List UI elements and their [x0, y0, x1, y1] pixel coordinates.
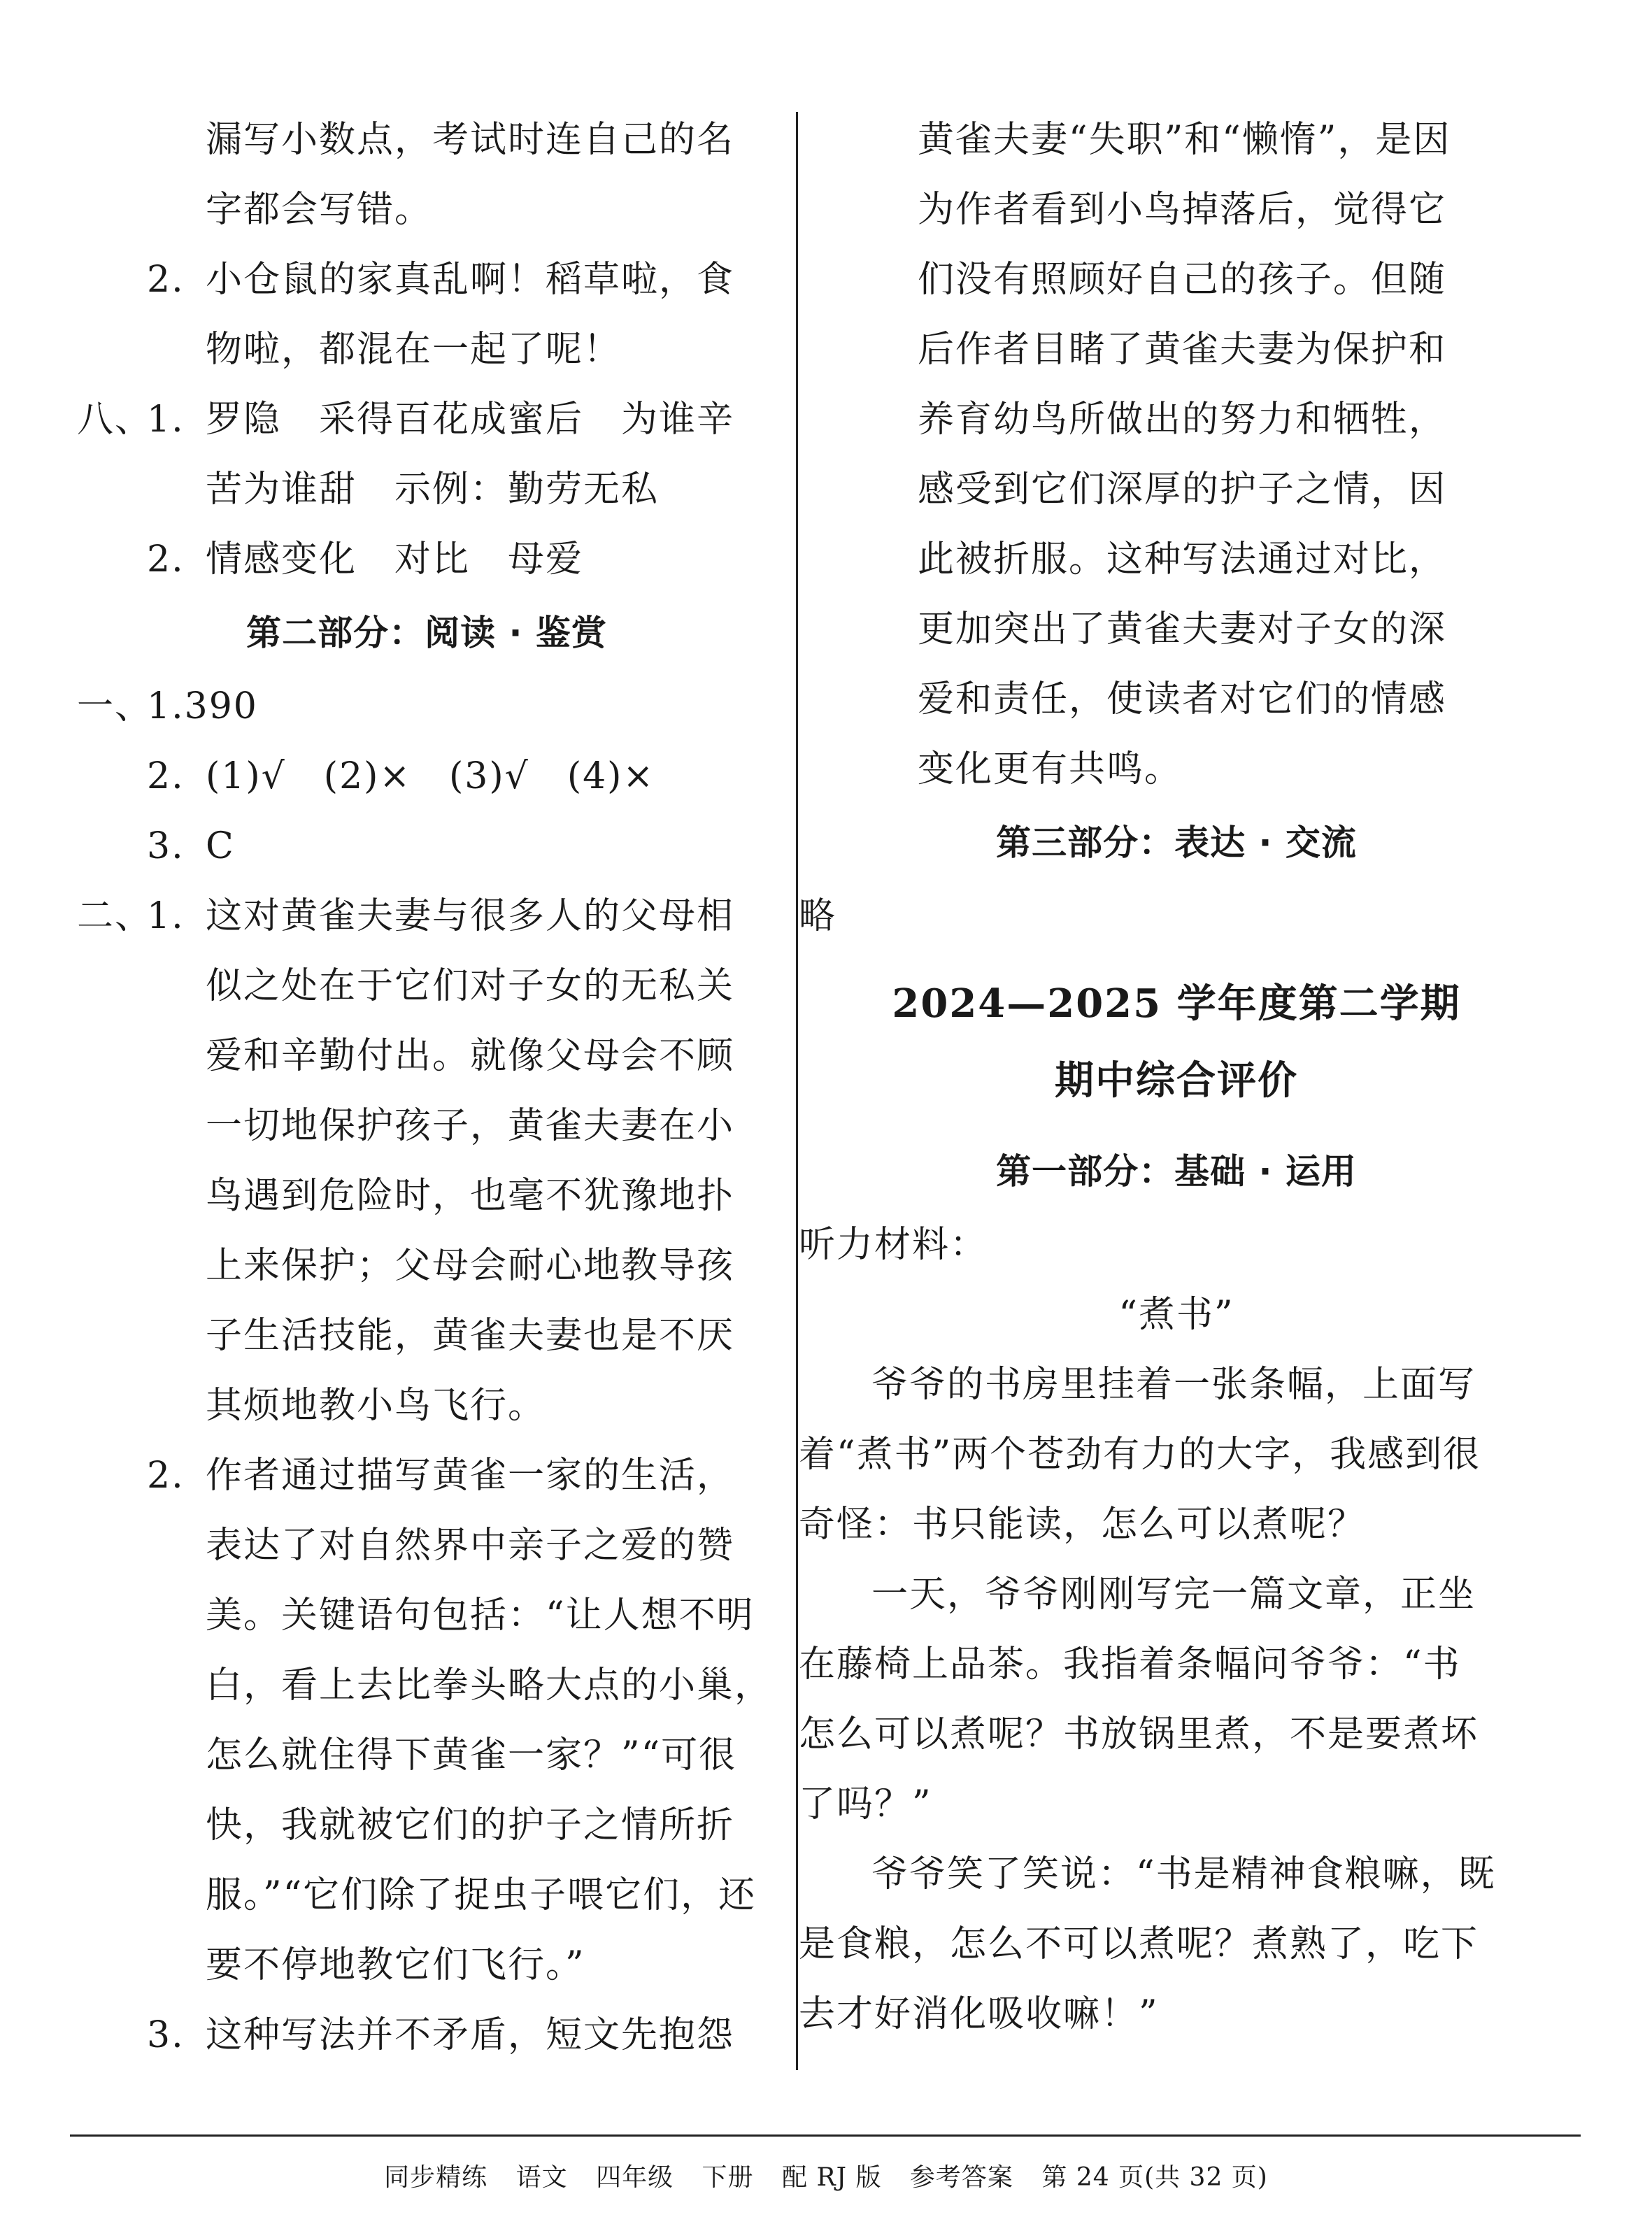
answer-item	[77, 881, 776, 951]
text-line: 情感变化 对比 母爱	[206, 539, 584, 580]
item-number: 2.	[147, 259, 185, 301]
text-line: 这对黄雀夫妻与很多人的父母相	[206, 895, 735, 937]
text-line: 是食粮，怎么不可以煮呢？煮熟了，吃下	[799, 1923, 1479, 1965]
text-line: 着“煮书”两个苍劲有力的大字，我感到很	[799, 1434, 1481, 1476]
text-line: (1)√ (2)× (3)√ (4)×	[206, 755, 655, 797]
text-line: 子生活技能，黄雀夫妻也是不厌	[206, 1315, 735, 1357]
text-line: 了吗？”	[799, 1783, 932, 1825]
text-line: 怎么可以煮呢？书放锅里煮，不是要煮坏	[799, 1713, 1479, 1755]
text-line: 小仓鼠的家真乱啊！稻草啦，食	[206, 259, 735, 301]
answer-item	[77, 2000, 776, 2070]
answer-item	[77, 741, 776, 811]
answer-item	[77, 385, 776, 455]
text-line: 爱和责任，使读者对它们的情感	[918, 678, 1447, 720]
exam-title	[799, 965, 1554, 1119]
answer-item	[77, 811, 776, 881]
section-heading: 第二部分：阅读 · 鉴赏	[246, 613, 607, 653]
text-line: 为作者看到小鸟掉落后，觉得它	[918, 189, 1447, 231]
page-footer	[0, 2158, 1652, 2193]
text-line: 鸟遇到危险时，也毫不犹豫地扑	[206, 1175, 735, 1217]
footer-volume: 下册	[702, 2163, 754, 2192]
text-line: 罗隐 采得百花成蜜后 为谁辛	[206, 399, 735, 441]
text-line: 这种写法并不矛盾，短文先抱怨	[206, 2014, 735, 2056]
text-line: 漏写小数点，考试时连自己的名	[206, 119, 735, 161]
section-number: 一、	[77, 685, 153, 727]
text-line: 物啦，都混在一起了呢！	[206, 329, 622, 371]
text-line: 爷爷的书房里挂着一张条幅，上面写	[871, 1364, 1476, 1406]
text-line: 们没有照顾好自己的孩子。但随	[918, 259, 1447, 301]
item-number: 3.	[147, 2014, 185, 2056]
answer-item	[77, 525, 776, 594]
text-line: 1.390	[147, 685, 258, 727]
answer-item	[77, 245, 776, 315]
section-heading: 第一部分：基础 · 运用	[996, 1151, 1357, 1192]
text-line: 美。关键语句包括：“让人想不明	[206, 1595, 755, 1637]
text-line: 似之处在于它们对子女的无私关	[206, 965, 735, 1007]
text-line: 感受到它们深厚的护子之情，因	[918, 469, 1447, 511]
text-line: 黄雀夫妻“失职”和“懒惰”，是因	[918, 119, 1451, 161]
text-line: 去才好消化吸收嘛！”	[799, 1993, 1159, 2035]
section-heading: 第三部分：表达 · 交流	[996, 822, 1357, 863]
exam-subtitle: 期中综合评价	[1055, 1057, 1298, 1104]
left-column	[77, 105, 776, 2070]
section-number: 二、	[77, 895, 153, 937]
text-line: 苦为谁甜 示例：勤劳无私	[206, 469, 660, 511]
text-line: 作者通过描写黄雀一家的生活，	[206, 1455, 735, 1497]
text-line: 一切地保护孩子，黄雀夫妻在小	[206, 1105, 735, 1147]
text-line: 此被折服。这种写法通过对比，	[918, 539, 1447, 580]
right-column	[799, 105, 1554, 2049]
item-number: 1.	[147, 399, 185, 441]
footer-type: 参考答案	[909, 2163, 1013, 2192]
text-line: 在藤椅上品茶。我指着条幅问爷爷：“书	[799, 1644, 1461, 1685]
text-line: 变化更有共鸣。	[918, 748, 1183, 790]
answer-item	[77, 1441, 776, 1511]
text-line: 字都会写错。	[206, 189, 433, 231]
item-number: 3.	[147, 825, 185, 867]
text-line: 后作者目睹了黄雀夫妻为保护和	[918, 329, 1447, 371]
text-line: 要不停地教它们飞行。”	[206, 1944, 585, 1986]
item-number: 2.	[147, 755, 185, 797]
footer-subject: 语文	[515, 2163, 568, 2192]
item-number: 1.	[147, 895, 185, 937]
footer-rule	[70, 2134, 1581, 2137]
text-line: 表达了对自然界中亲子之爱的赞	[206, 1525, 735, 1567]
text-line: 白，看上去比拳头略大点的小巢，	[206, 1665, 773, 1706]
text-line: 快，我就被它们的护子之情所折	[206, 1804, 735, 1846]
answer-item	[77, 671, 776, 741]
column-divider	[796, 112, 798, 2070]
section-number: 八、	[77, 399, 153, 441]
text-line: 怎么就住得下黄雀一家？”“可很	[206, 1734, 737, 1776]
text-line: 爷爷笑了笑说：“书是精神食粮嘛，既	[871, 1853, 1496, 1895]
text-line: 养育幼鸟所做出的努力和牺牲，	[918, 399, 1447, 441]
footer-series: 同步精练	[384, 2163, 488, 2192]
text-line: 爱和辛勤付出。就像父母会不顾	[206, 1035, 735, 1077]
text-line: 奇怪：书只能读，怎么可以煮呢？	[799, 1504, 1366, 1546]
text-line: 一天，爷爷刚刚写完一篇文章，正坐	[871, 1574, 1476, 1616]
footer-edition: 配 RJ 版	[782, 2163, 882, 2192]
text-line: C	[206, 825, 235, 867]
footer-grade: 四年级	[596, 2163, 674, 2192]
text-line: 上来保护；父母会耐心地教导孩	[206, 1245, 735, 1287]
text-line: 其烦地教小鸟飞行。	[206, 1385, 546, 1427]
item-number: 2.	[147, 1455, 185, 1497]
exam-title-line: 2024—2025 学年度第二学期	[892, 981, 1461, 1027]
story-title: “煮书”	[1118, 1294, 1234, 1336]
text-line: 服。”“它们除了捉虫子喂它们，还	[206, 1874, 757, 1916]
page-number: 第 24 页(共 32 页)	[1041, 2163, 1268, 2192]
text-line: 更加突出了黄雀夫妻对子女的深	[918, 608, 1447, 650]
item-number: 2.	[147, 539, 185, 580]
text-line: 略	[799, 895, 837, 937]
listening-label: 听力材料：	[799, 1224, 988, 1266]
